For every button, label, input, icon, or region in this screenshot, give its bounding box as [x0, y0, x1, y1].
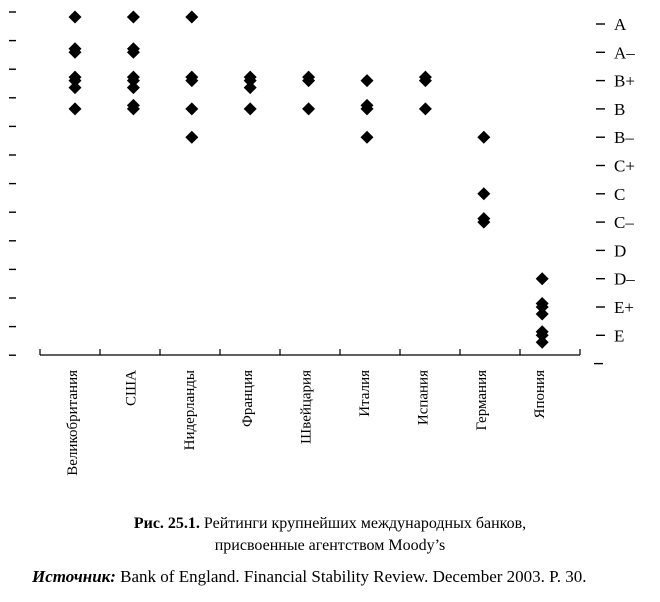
rating-point — [477, 131, 490, 144]
figure-title: Рейтинги крупнейших международных банков, — [203, 515, 527, 532]
rating-point — [536, 336, 549, 349]
rating-point — [477, 187, 490, 200]
rating-label: C– — [614, 213, 634, 233]
figure-caption-line1 — [0, 514, 660, 534]
rating-label: D– — [614, 269, 635, 289]
rating-point — [69, 81, 82, 94]
category-label: США — [123, 370, 140, 406]
x-axis — [40, 349, 580, 476]
figure-caption-line2: присвоенные агентством Moody’s — [214, 537, 446, 554]
rating-point — [69, 102, 82, 115]
rating-point — [244, 81, 257, 94]
rating-axis — [594, 15, 635, 364]
rating-point — [419, 102, 432, 115]
source-note — [32, 566, 587, 588]
rating-point — [127, 81, 140, 94]
category-label: Италия — [357, 370, 373, 417]
rating-point — [185, 102, 198, 115]
rating-label: E — [614, 326, 625, 346]
category-label: Испания — [415, 370, 432, 426]
category-label: Германия — [473, 370, 490, 431]
rating-point — [361, 131, 374, 144]
rating-label: B– — [614, 128, 634, 148]
rating-label: C+ — [614, 156, 635, 176]
rating-label: C — [614, 184, 626, 204]
rating-label: A — [614, 15, 627, 34]
source-label: Источник: — [32, 567, 116, 586]
rating-label: B+ — [614, 71, 635, 91]
data-points — [69, 11, 549, 349]
rating-label: D — [614, 241, 627, 261]
rating-point — [361, 74, 374, 87]
rating-point — [536, 308, 549, 321]
rating-point — [244, 102, 257, 115]
category-label: Франция — [240, 370, 257, 427]
category-label: Швейцария — [298, 370, 315, 444]
rating-point — [302, 102, 315, 115]
rating-point — [185, 11, 198, 24]
category-label: Япония — [532, 370, 549, 419]
left-axis-ticks — [9, 12, 16, 355]
source-text: Bank of England. Financial Stability Review. December 2003. P. 30. — [120, 567, 587, 586]
rating-label: E+ — [614, 298, 634, 317]
rating-point — [127, 11, 140, 24]
figure-label: Рис. 25.1. — [133, 515, 200, 532]
category-label: Нидерланды — [181, 370, 198, 451]
rating-label: A– — [614, 43, 635, 63]
rating-point — [185, 131, 198, 144]
rating-label: B — [614, 99, 626, 119]
rating-point — [536, 272, 549, 285]
rating-point — [69, 11, 82, 24]
category-label: Великобритания — [65, 370, 81, 476]
